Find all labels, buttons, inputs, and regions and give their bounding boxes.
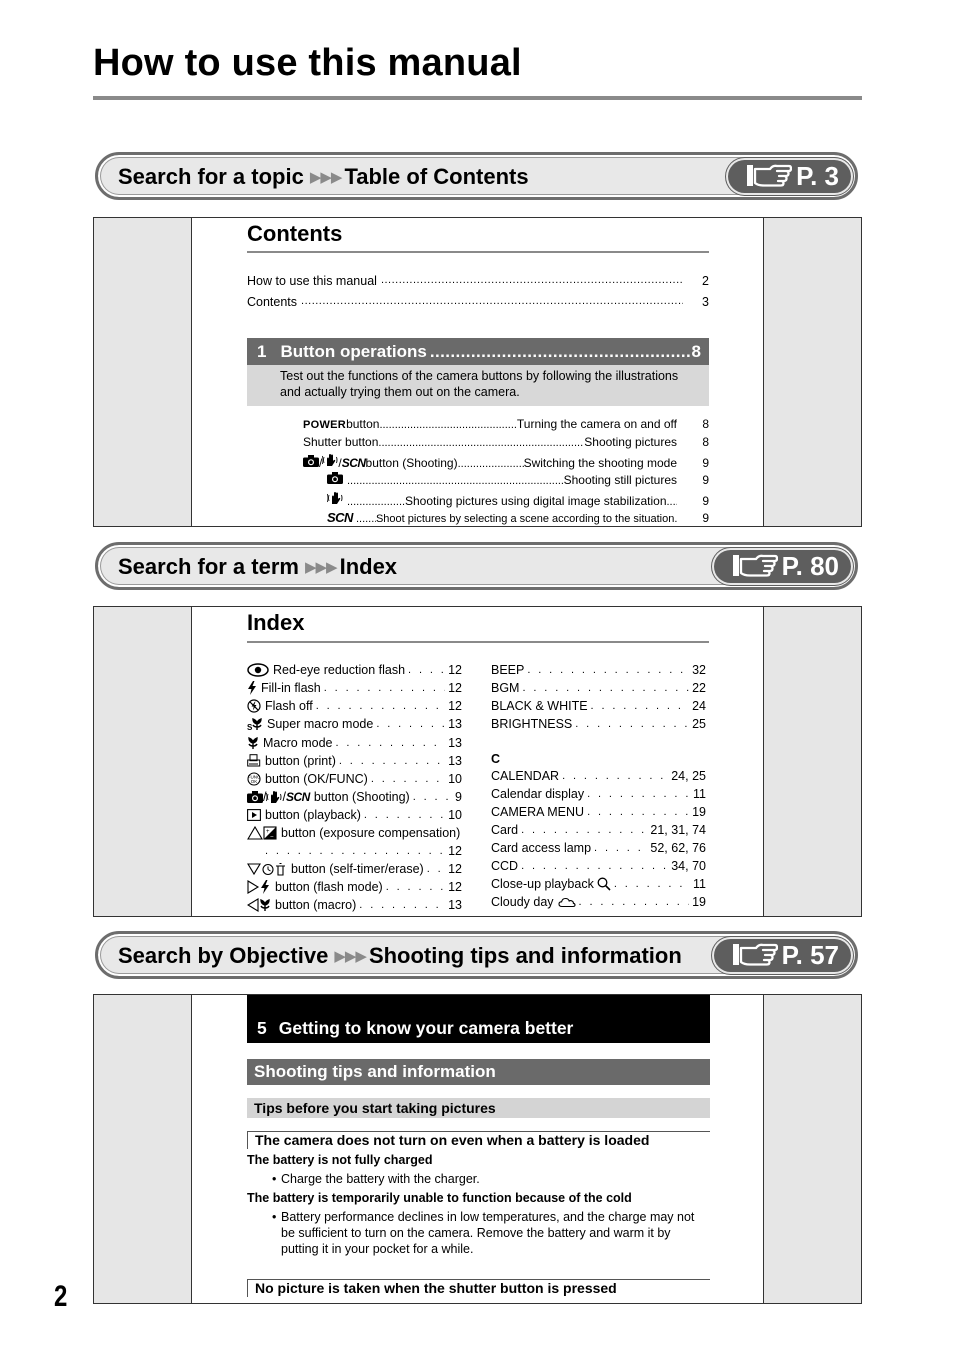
index-entry (247, 754, 462, 768)
entry-page: 9 (702, 456, 709, 470)
index-page: 10 (448, 772, 462, 786)
button-entry: / / SCN button (Shooting) ..... Switching the shooting mode 9 (303, 453, 709, 470)
title-rule (93, 96, 862, 100)
banner-lead: Search by Objective (118, 943, 329, 968)
index-entry (491, 681, 706, 695)
index-page: 13 (448, 736, 462, 750)
index-page: 13 (448, 717, 462, 731)
index-entry (491, 717, 706, 731)
index-page: 9 (455, 790, 462, 804)
entry-desc: Shooting pictures using digital image stabilization (405, 494, 667, 508)
svg-text:S: S (247, 723, 253, 731)
pointing-hand-icon (732, 551, 778, 579)
camera-icon (247, 791, 263, 803)
scn-icon: SCN (327, 510, 353, 525)
index-entry (491, 699, 706, 713)
index-entry (491, 663, 706, 677)
index-term: BLACK & WHITE (491, 699, 588, 713)
index-heading: Index (247, 610, 305, 635)
chapter-description: Test out the functions of the camera buttons by following the illustrations and actually trying them out on the camera. (247, 365, 709, 406)
entry-desc: Shoot pictures by selecting a scene according to the situation (375, 513, 675, 525)
scn-icon: SCN (341, 456, 366, 470)
chapter-number: 5 (257, 1018, 267, 1038)
index-page: 13 (448, 754, 462, 768)
index-page: 24, 25 (671, 769, 706, 783)
chapter-header (247, 995, 710, 1043)
camera-icon (303, 455, 319, 467)
index-entry (247, 808, 462, 822)
page-ref-label: P. 57 (781, 940, 839, 970)
chapter-bar (247, 338, 709, 365)
index-entry: / / SCN button (Shooting) . . . 9 (247, 790, 462, 804)
flash-off-icon (247, 699, 261, 713)
index-term: button (playback) (265, 808, 361, 822)
flash-icon (247, 681, 257, 695)
index-page: 10 (448, 808, 462, 822)
index-entry (491, 877, 706, 891)
problem-heading: No picture is taken when the shutter button is pressed (247, 1279, 710, 1297)
index-term: CCD (491, 859, 519, 873)
index-page: 12 (448, 699, 462, 713)
index-paper (191, 607, 764, 916)
bullet-text: Battery performance declines in low temperatures, and the charge may not be sufficient to turn on the camera. Remove the battery and warm it by putting it in your pocket for a while. (281, 1210, 695, 1256)
index-term: BGM (491, 681, 520, 695)
macro-button-icon (247, 898, 271, 912)
cause-heading: The battery is temporarily unable to function because of the cold (247, 1191, 632, 1205)
index-page: 12 (448, 862, 462, 876)
banner-lead: Search for a term (118, 554, 299, 579)
toc-line (247, 295, 709, 309)
flash-mode-icon (247, 880, 271, 894)
bullet-item (272, 1209, 709, 1257)
tips-preview (93, 994, 862, 1304)
print-icon (247, 754, 261, 768)
triple-arrow-icon: ▶▶▶ (334, 948, 366, 965)
index-page: 19 (692, 805, 706, 819)
index-entry (247, 862, 462, 876)
entry-label: button (Shooting) (365, 456, 458, 470)
index-term: button (macro) (275, 898, 357, 912)
index-term: Fill-in flash (261, 681, 321, 695)
stabilizer-icon (327, 491, 343, 505)
button-entry (327, 510, 709, 525)
index-entry (491, 769, 706, 783)
svg-text:OK: OK (250, 779, 258, 784)
index-entry (491, 787, 706, 801)
bullet-mark: • (272, 1172, 277, 1186)
index-entry (247, 898, 462, 912)
banner-target: Table of Contents (344, 164, 529, 189)
svg-text:−: − (270, 834, 274, 840)
chapter-number: 1 (257, 342, 267, 361)
banner-text (118, 943, 682, 969)
index-term: Calendar display (491, 787, 585, 801)
index-page: 22 (692, 681, 706, 695)
cause-heading: The battery is not fully charged (247, 1153, 433, 1167)
entry-page: 9 (702, 494, 709, 508)
problem-heading: The camera does not turn on even when a battery is loaded (247, 1131, 710, 1149)
bullet-item (272, 1171, 709, 1187)
index-page: 12 (448, 880, 462, 894)
index-term: button (Shooting) (313, 790, 410, 804)
macro-icon (247, 736, 259, 750)
index-entry (247, 681, 462, 695)
index-entry (247, 844, 462, 858)
magnifier-icon (597, 877, 611, 891)
index-entry (247, 826, 462, 840)
index-term: Cloudy day (491, 895, 554, 909)
page-ref-badge[interactable] (714, 939, 851, 972)
index-page: 24 (692, 699, 706, 713)
self-timer-icon (247, 862, 287, 876)
index-page: 12 (448, 681, 462, 695)
stabilizer-icon (322, 453, 338, 467)
playback-icon (247, 809, 261, 821)
entry-desc: Shooting still pictures (563, 473, 677, 487)
page-number: 2 (54, 1280, 68, 1313)
index-letter: C (491, 752, 501, 766)
contents-paper (191, 218, 764, 526)
entry-page: 9 (702, 511, 709, 525)
svg-text:+: + (266, 829, 270, 835)
button-entry (327, 491, 709, 508)
index-page: 12 (448, 844, 462, 858)
entry-page: 8 (702, 435, 709, 449)
page-ref-label: P. 3 (796, 161, 839, 191)
index-term: BRIGHTNESS (491, 717, 573, 731)
banner-search-objective (95, 931, 858, 979)
contents-rule (247, 251, 709, 253)
index-term: Flash off (265, 699, 313, 713)
camera-icon (327, 472, 343, 484)
toc-label: How to use this manual (247, 274, 377, 288)
banner-text (118, 164, 529, 190)
index-page: 52, 62, 76 (650, 841, 706, 855)
page-title: How to use this manual (93, 42, 522, 84)
pointing-hand-icon (732, 940, 778, 968)
banner-target: Shooting tips and information (368, 943, 682, 968)
contents-preview (93, 217, 862, 527)
index-term: CALENDAR (491, 769, 560, 783)
index-entry (247, 880, 462, 894)
page-ref-label: P. 80 (781, 551, 839, 581)
entry-desc: Shooting pictures (584, 435, 677, 449)
svg-text:FUNC: FUNC (247, 774, 261, 780)
exposure-icon (247, 826, 277, 840)
super-macro-icon (247, 717, 263, 731)
banner-search-term (95, 542, 858, 590)
banner-text (118, 554, 397, 580)
index-term: BEEP (491, 663, 525, 677)
ok-func-icon (247, 772, 261, 786)
index-page: 13 (448, 898, 462, 912)
index-term: button (print) (265, 754, 336, 768)
index-entry (247, 717, 462, 731)
index-page: 19 (692, 895, 706, 909)
bullet-mark: • (272, 1210, 277, 1224)
banner-lead: Search for a topic (118, 164, 304, 189)
entry-page: 9 (702, 473, 709, 487)
index-entry (491, 805, 706, 819)
page-ref-badge[interactable] (728, 160, 851, 193)
index-entry (491, 859, 706, 873)
index-page: 12 (448, 663, 462, 677)
button-entry (303, 417, 709, 431)
index-term: Macro mode (263, 736, 333, 750)
stabilizer-icon (266, 790, 282, 804)
contents-heading: Contents (247, 221, 343, 246)
index-preview (93, 606, 862, 917)
index-page: 25 (692, 717, 706, 731)
toc-line (247, 274, 709, 288)
chapter-title: Button operations (280, 342, 427, 361)
index-term: Close-up playback (491, 877, 594, 891)
index-page: 34, 70 (671, 859, 706, 873)
index-term: Card (491, 823, 519, 837)
index-term: button (OK/FUNC) (265, 772, 368, 786)
banner-search-topic (95, 152, 858, 200)
button-entry (327, 472, 709, 487)
bullet-text: Charge the battery with the charger. (281, 1172, 480, 1186)
index-page: 21, 31, 74 (650, 823, 706, 837)
index-entry (491, 841, 706, 855)
index-page: 11 (693, 787, 706, 801)
entry-label: button (346, 417, 380, 431)
index-term: button (flash mode) (275, 880, 383, 894)
index-entry (247, 772, 462, 786)
cloud-icon (558, 896, 576, 908)
power-label: POWER (303, 419, 347, 431)
index-term: button (exposure compensation) (281, 826, 461, 840)
index-term: Red-eye reduction flash (273, 663, 406, 677)
triple-arrow-icon: ▶▶▶ (309, 169, 342, 186)
entry-label: Shutter button (303, 435, 379, 449)
toc-page: 2 (702, 274, 709, 288)
toc-label: Contents (247, 295, 298, 309)
eye-icon (247, 663, 269, 677)
subsection-bar: Tips before you start taking pictures (247, 1098, 710, 1118)
chapter-title: Getting to know your camera better (278, 1018, 574, 1038)
section-bar: Shooting tips and information (247, 1059, 710, 1085)
button-entry (303, 435, 709, 449)
index-entry (247, 736, 462, 750)
index-entry (247, 663, 462, 677)
index-term: button (self-timer/erase) (291, 862, 424, 876)
index-rule (247, 641, 709, 643)
index-term: Super macro mode (267, 717, 374, 731)
tips-paper (191, 995, 764, 1303)
index-term: CAMERA MENU (491, 805, 585, 819)
index-entry (491, 895, 706, 909)
toc-page: 3 (702, 295, 709, 309)
index-entry (491, 823, 706, 837)
pointing-hand-icon (746, 161, 792, 189)
index-page: 32 (692, 663, 706, 677)
page-ref-badge[interactable] (714, 550, 851, 583)
index-page: 11 (693, 877, 706, 891)
scn-icon: SCN (285, 790, 310, 804)
entry-desc: Switching the shooting mode (523, 456, 677, 470)
banner-target: Index (339, 554, 398, 579)
triple-arrow-icon: ▶▶▶ (304, 559, 337, 576)
entry-desc: Turning the camera on and off (516, 417, 677, 431)
entry-page: 8 (702, 417, 709, 431)
index-entry (247, 699, 462, 713)
chapter-page: 8 (691, 342, 701, 361)
index-term: Card access lamp (491, 841, 592, 855)
